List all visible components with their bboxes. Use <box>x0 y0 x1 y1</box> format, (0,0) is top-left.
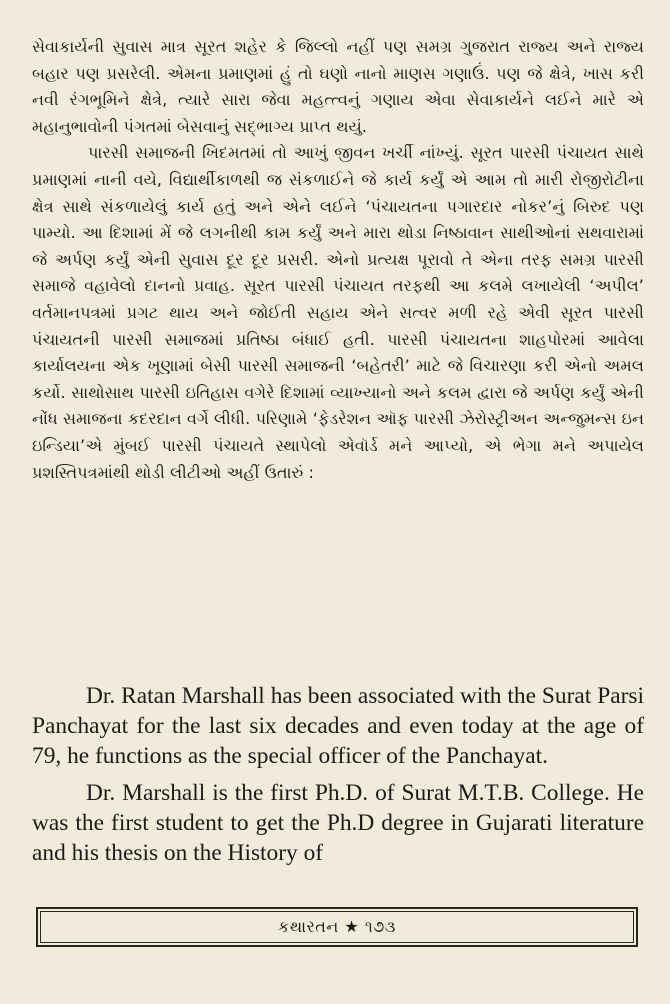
gujarati-text-block <box>32 34 644 486</box>
english-paragraph-2: Dr. Marshall is the first Ph.D. of Surat M.T.B. College. He was the first student to get the Ph.D degree in Gujarati literature and his thesis on the History of <box>32 779 644 867</box>
page-footer <box>36 907 638 947</box>
gujarati-paragraph-2: પારસી સમાજની ખિદમતમાં તો આખું જીવન ખર્ચી નાંખ્યું. સૂરત પારસી પંચાયત સાથે પ્રમાણમાં નાની વયે, વિદ્યાર્થીકાળથી જ સંકળાઈને જે કાર્ય કર્યું એ આમ તો મારી રોજીરોટીના ક્ષેત્ર સાથે સંકળાયેલું કાર્ય હતું અને એને લઈને ‘પંચાયતના પગારદાર નોકર’નું બિરુદ પણ પામ્યો. આ દિશામાં મેં જે લગનીથી કામ કર્યું અને મારા થોડા નિષ્ઠાવાન સાથીઓનાં સથવારામાં જે અર્પણ કર્યું એની સુવાસ દૂર દૂર પ્રસરી. એનો પ્રત્યક્ષ પૂરાવો તે એના તરફ સમગ્ર પારસી સમાજે વહાવેલો દાનનો પ્રવાહ. સૂરત પારસી પંચાયત તરફથી આ કલમે લખાયેલી ‘અપીલ’ વર્તમાનપત્રમાં પ્રગટ થાય અને જોઈતી સહાય એને સત્વર મળી રહે એવી સૂરત પારસી પંચાયતની પારસી સમાજમાં પ્રતિષ્ઠા બંધાઈ હતી. પારસી પંચાયતના શાહપોરમાં આવેલા કાર્યાલયના એક ખૂણામાં બેસી પારસી સમાજની ‘બહેતરી’ માટે જે વિચારણા કરી એનો અમલ કર્યો. સાથોસાથ પારસી ઇતિહાસ વગેરે દિશામાં વ્યાખ્યાનો અને કલમ દ્વારા જે અર્પણ કર્યું એની નોંધ સમાજના કદરદાન વર્ગે લીધી. પરિણામે ‘ફેડરેશન ઑફ પારસી ઝેરોસ્ટ્રીઅન અન્જુમન્સ ઇન ઇન્ડિયા’એ મુંબઈ પારસી પંચાયતે સ્થાપેલો એવૉર્ડ મને આપ્યો, એ ભેગા મને અપાયેલ પ્રશસ્તિપત્રમાંથી થોડી લીટીઓ અહીં ઉતારું : <box>32 143 644 482</box>
footer-book-title-page-number: કથારતન ★ ૧૭૩ <box>278 917 396 936</box>
footer-frame <box>40 911 634 943</box>
english-quotation-block <box>32 681 644 868</box>
english-paragraph-1: Dr. Ratan Marshall has been associated with the Surat Parsi Panchayat for the last six decades and even today at the age of 79, he functions as the special officer of the Panchayat. <box>32 683 644 770</box>
gujarati-paragraph-1: સેવાકાર્યની સુવાસ માત્ર સૂરત શહેર કે જિલ્લો નહીં પણ સમગ્ર ગુજરાત રાજ્ય અને રાજ્ય બહાર પણ પ્રસરેલી. એમના પ્રમાણમાં હું તો ઘણો નાનો માણસ ગણાઉં. પણ જે ક્ષેત્રે, ખાસ કરી નવી રંગભૂમિને ક્ષેત્રે, ત્યારે સારા જેવા મહત્ત્વનું ગણાય એવા સેવાકાર્યને લઈને મારે એ મહાનુભાવોની પંગતમાં બેસવાનું સદ્ભાગ્ય પ્રાપ્ત થયું. <box>32 37 644 136</box>
